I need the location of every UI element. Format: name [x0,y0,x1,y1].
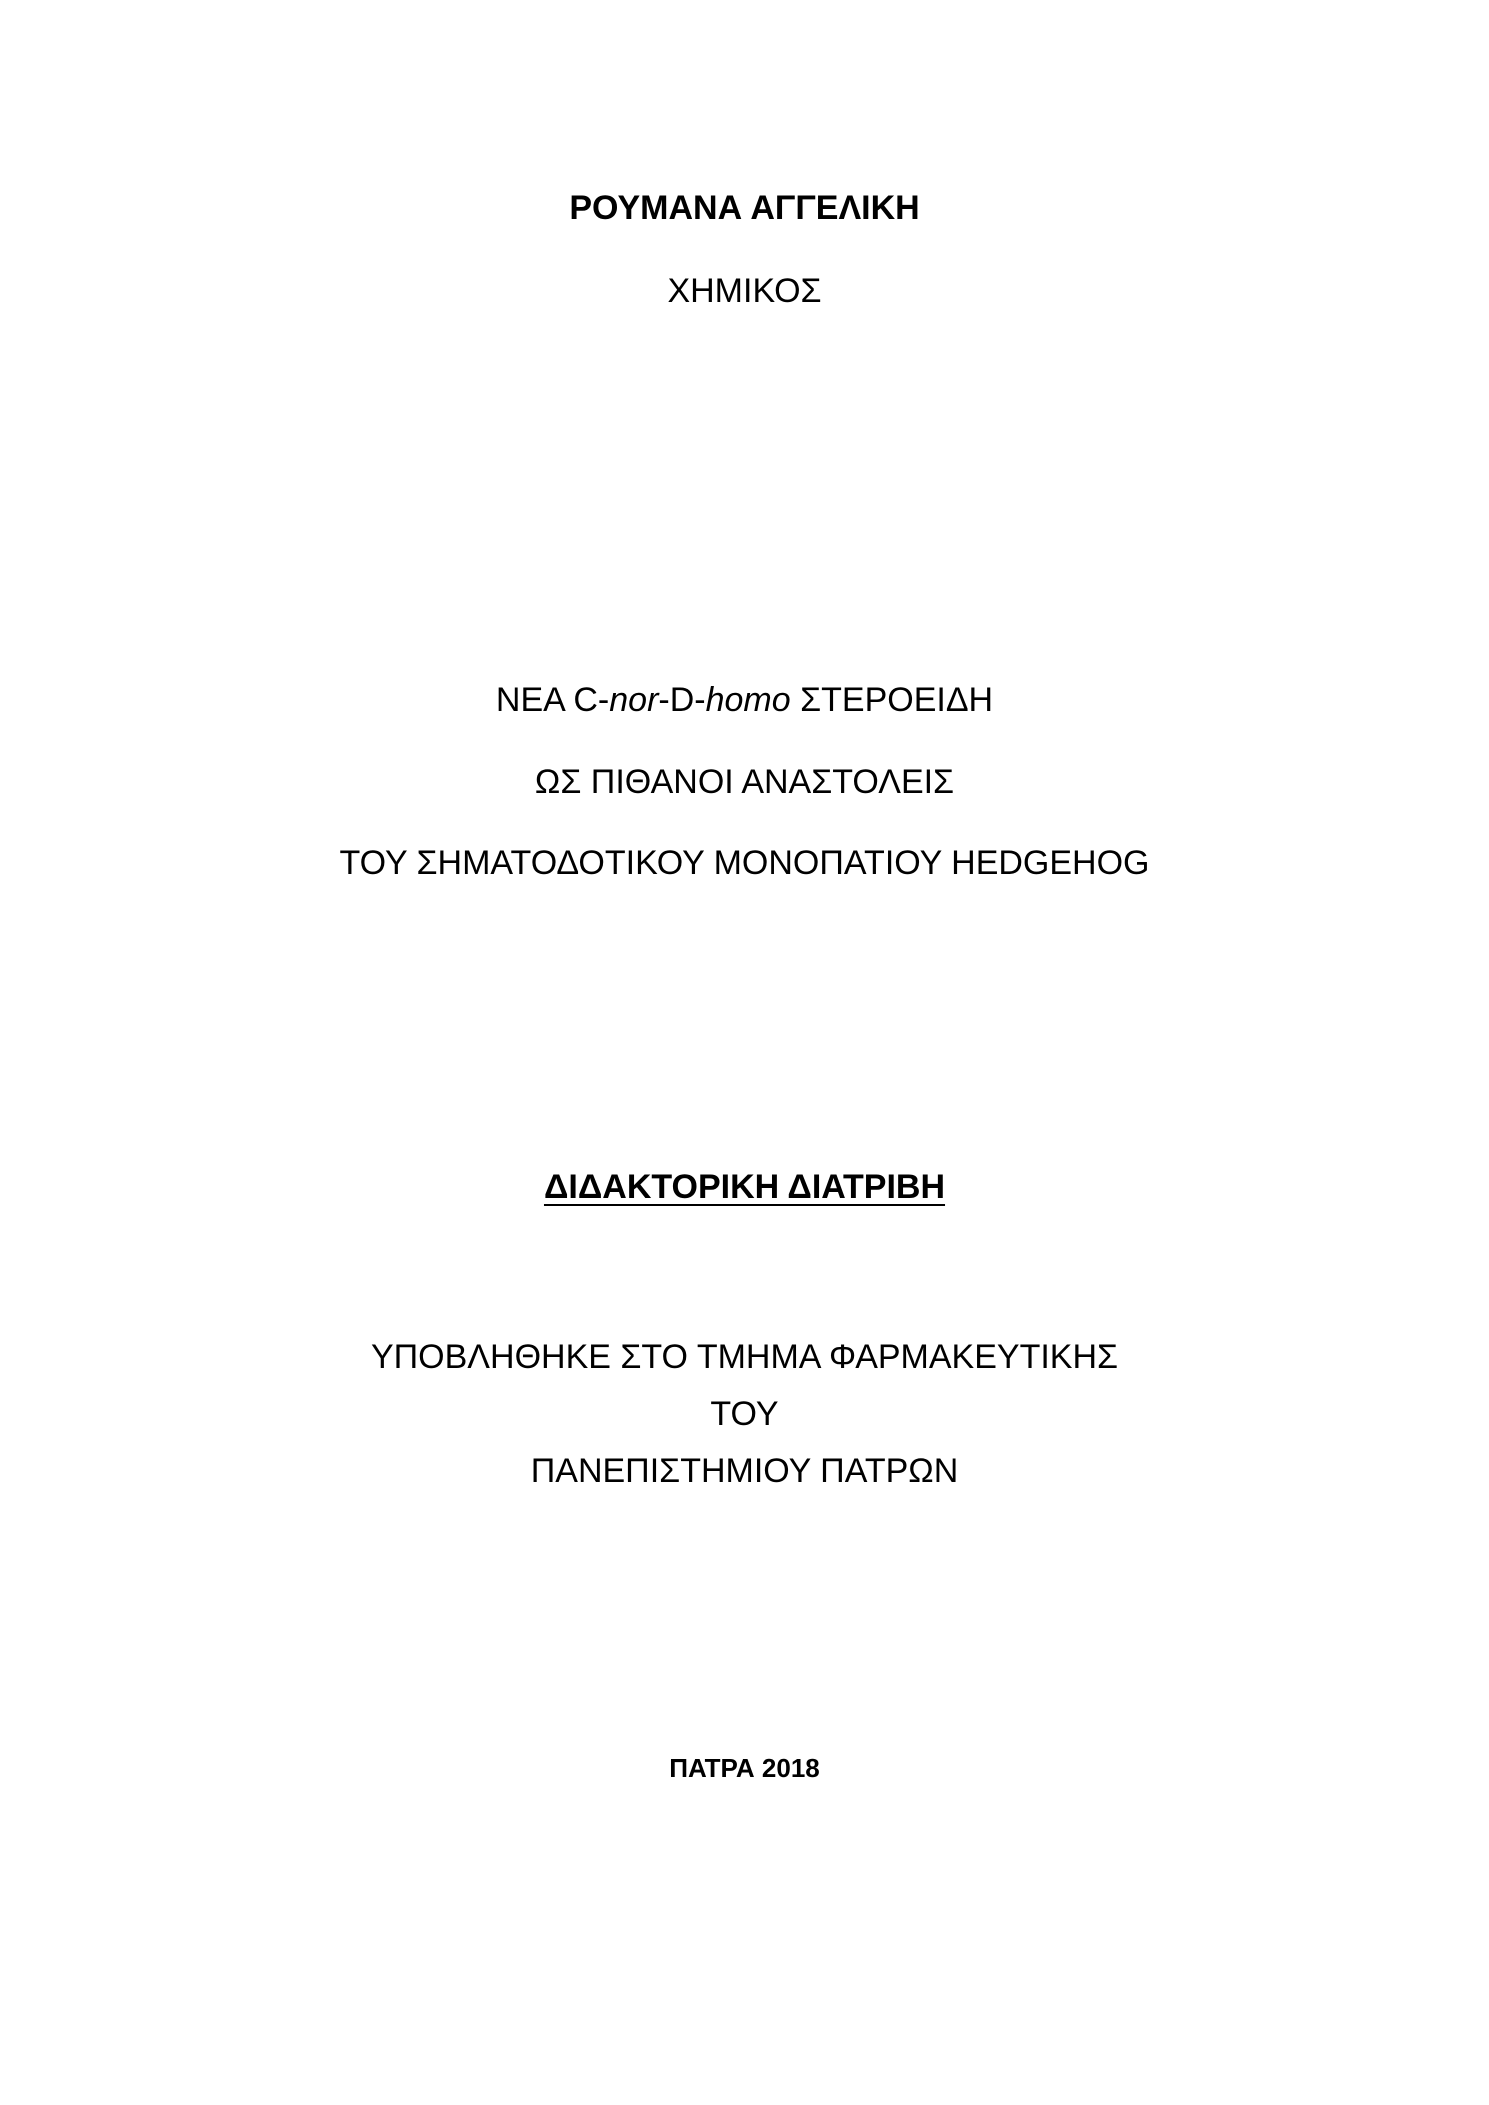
title-line-3: ΤΟΥ ΣΗΜΑΤΟΔΟΤΙΚΟΥ ΜΟΝΟΠΑΤΙΟΥ HEDGEHOG [339,844,1150,882]
thesis-type [0,1170,1489,1204]
submission-line-3: ΠΑΝΕΠΙΣΤΗΜΙΟΥ ΠΑΤΡΩΝ [530,1452,959,1490]
author-profession: ΧΗΜΙΚΟΣ [667,272,822,310]
title-suffix: ΣΤΕΡΟΕΙΔΗ [790,681,994,719]
place-year: ΠΑΤΡΑ 2018 [669,1753,820,1783]
title-line-2: ΩΣ ΠΙΘΑΝΟΙ ΑΝΑΣΤΟΛΕΙΣ [534,763,955,801]
submission-line-2: ΤΟΥ [710,1395,779,1433]
title-middle: -D- [658,681,706,719]
submission-line-1: ΥΠΟΒΛΗΘΗΚΕ ΣΤΟ ΤΜΗΜΑ ΦΑΡΜΑΚΕΥΤΙΚΗΣ [370,1338,1119,1376]
thesis-type-text: ΔΙΔΑΚΤΟΡΙΚΗ ΔΙΑΤΡΙΒΗ [543,1168,946,1206]
title-italic-nor: nor [609,681,659,719]
title-italic-homo: homo [705,681,791,719]
title-prefix: ΝΕΑ C- [495,681,610,719]
title-line-1 [0,683,1489,717]
author-name: ΡΟΥΜΑΝΑ ΑΓΓΕΛΙΚΗ [569,189,920,227]
